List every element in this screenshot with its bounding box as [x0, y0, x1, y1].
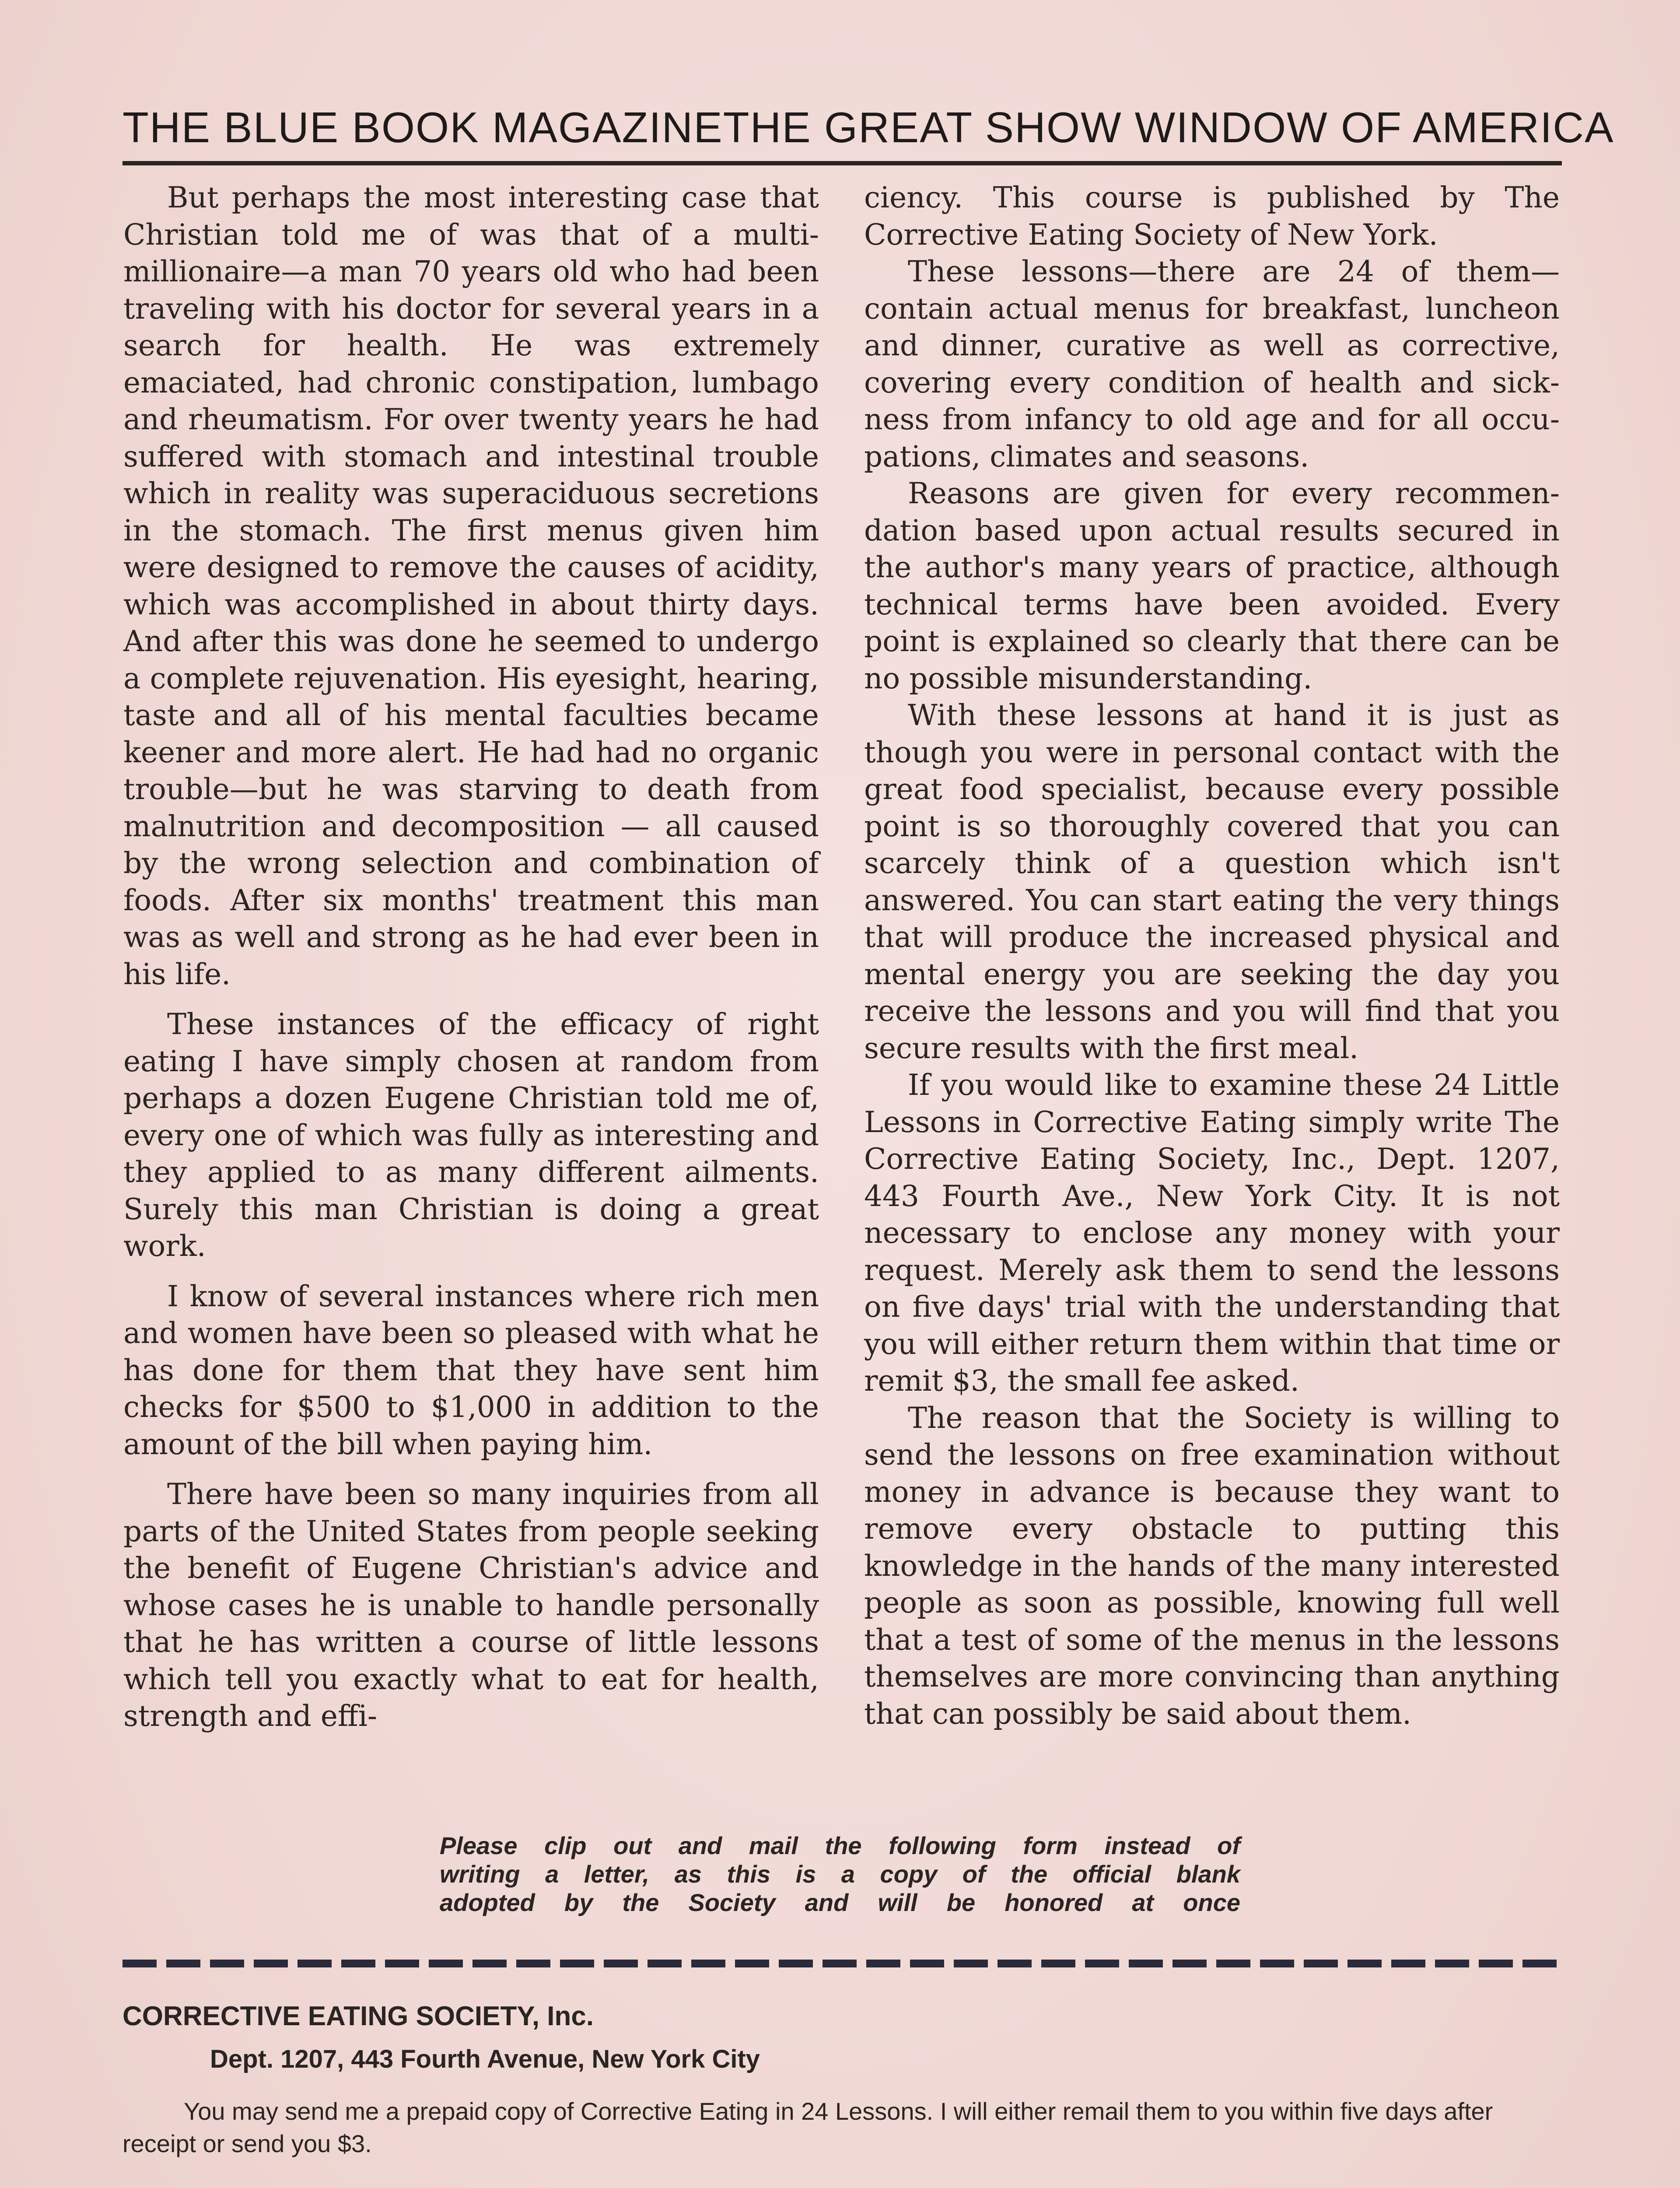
- article-paragraph: These instances of the efficacy of right eating I have simply chosen at random from perhaps a dozen Eugene Christian told me of, every one of which was fully as interesting and they applied to as many different ailments. Surely this man Christian is doing a great work.: [123, 1007, 819, 1263]
- article-paragraph: With these lessons at hand it is just as though you were in personal contact with the great food specialist, because every possible point is so thoroughly covered that you can scarcely think of a question which isn't answered. You can start eating the very things that will produce the increased physical and mental energy you are seeking the day you receive the lessons and you will find that you secure results with the first meal.: [864, 698, 1560, 1065]
- article-right-column: [864, 179, 1560, 1732]
- magazine-tagline: THE GREAT SHOW WINDOW OF AMERICA: [723, 103, 1614, 151]
- article-paragraph: But perhaps the most interesting case that Christian told me of was that of a multimillionaire—a man 70 years old who had been traveling with his doctor for several years in a search for health. He was extremely emaciated, had chronic constipation, lumbago and rheumatism. For over twenty years he had suffered with stomach and intestinal trouble which in reality was superaciduous secretions in the stomach. The first menus given him were designed to remove the causes of acidity, which was accomplished in about thirty days. And after this was done he seemed to undergo a complete rejuvenation. His eyesight, hearing, taste and all of his mental faculties became keener and more alert. He had had no organic trouble—but he was starving to death from malnutrition and decomposition — all caused by the wrong selection and combination of foods. After six months' treatment this man was as well and strong as he had ever been in his life.: [123, 181, 819, 991]
- form-request-text: You may send me a prepaid copy of Corrective Eating in 24 Lessons. I will either remail them to you within five days after receipt or send you $3.: [122, 2097, 1493, 2157]
- magazine-title: THE BLUE BOOK MAGAZINE: [122, 103, 723, 151]
- article-paragraph: The reason that the Society is willing to send the lessons on free examination without money in advance is because they want to remove every obstacle to putting this knowledge in the hands of the many interested people as soon as possible, knowing full well that a test of some of the menus in the lessons themselves are more convincing than anything that can possibly be said about them.: [864, 1401, 1560, 1731]
- page-header: [122, 103, 1614, 152]
- header-rule: [122, 161, 1562, 165]
- clip-notice: [440, 1831, 1240, 1917]
- article-paragraph: These lessons—there are 24 of them—contain actual menus for breakfast, luncheon and dinner, curative as well as corrective, covering every condition of health and sickness from infancy to old age and for all occupations, climates and seasons.: [864, 255, 1560, 473]
- form-organization: CORRECTIVE EATING SOCIETY, Inc.: [122, 2001, 594, 2031]
- article-paragraph: There have been so many inquiries from all parts of the United States from people seeking the benefit of Eugene Christian's advice and whose cases he is unable to handle personally that he has written a course of little lessons which tell you exactly what to eat for health, strength and effi-: [123, 1477, 819, 1733]
- cut-line-divider: [122, 1960, 1562, 1967]
- clip-notice-line: writing a letter, as this is a copy of the official blank: [440, 1860, 1240, 1888]
- clip-notice-line: Please clip out and mail the following form instead of: [440, 1832, 1240, 1859]
- article-paragraph: If you would like to examine these 24 Little Lessons in Corrective Eating simply write The Corrective Eating Society, Inc., Dept. 1207, 443 Fourth Ave., New York City. It is not necessary to enclose any money with your request. Merely ask them to send the lessons on five days' trial with the understanding that you will either return them within that time or remit $3, the small fee asked.: [864, 1068, 1560, 1398]
- form-department: Dept. 1207, 443 Fourth Avenue, New York City: [210, 2045, 760, 2073]
- article-paragraph-continued: ciency. This course is published by The Corrective Eating Society of New York.: [864, 181, 1560, 252]
- clip-notice-line: adopted by the Society and will be honored at once: [440, 1889, 1240, 1916]
- article-paragraph: I know of several instances where rich men and women have been so pleased with what he has done for them that they have sent him checks for $500 to $1,000 in addition to the amount of the bill when paying him.: [123, 1279, 819, 1461]
- article-paragraph: Reasons are given for every recommendation based upon actual results secured in the author's many years of practice, although technical terms have been avoided. Every point is explained so clearly that there can be no possible misunderstanding.: [864, 477, 1560, 695]
- article-left-column: [123, 179, 819, 1735]
